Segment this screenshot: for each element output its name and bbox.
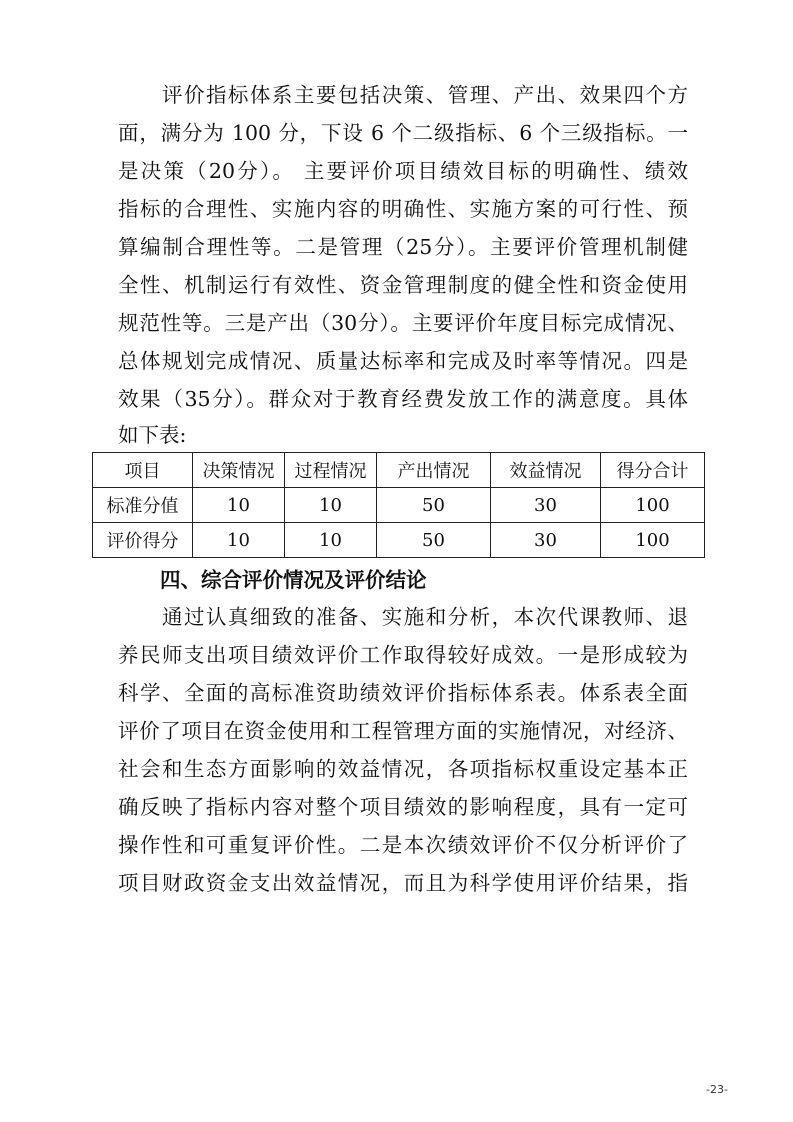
paragraph-line: 养民师支出项目绩效评价工作取得较好成效。一是形成较为	[118, 643, 688, 667]
paragraph-line: 评价指标体系主要包括决策、管理、产出、效果四个方	[162, 83, 688, 107]
table-header-cell: 效益情况	[491, 453, 601, 488]
paragraph-line: 面，满分为 100 分，下设 6 个二级指标、6 个三级指标。一	[118, 121, 688, 145]
table-cell: 10	[193, 523, 285, 558]
table-cell: 30	[491, 488, 601, 523]
table-header-cell: 决策情况	[193, 453, 285, 488]
paragraph-line: 是决策（20分）。 主要评价项目绩效目标的明确性、绩效	[118, 159, 688, 183]
paragraph-line: 通过认真细致的准备、实施和分析，本次代课教师、退	[162, 605, 688, 629]
paragraph-line: 效果（35分）。群众对于教育经费发放工作的满意度。具体	[118, 387, 688, 411]
table-header-cell: 得分合计	[601, 453, 705, 488]
paragraph-line: 总体规划完成情况、质量达标率和完成及时率等情况。四是	[118, 349, 688, 373]
paragraph-line: 算编制合理性等。二是管理（25分）。主要评价管理机制健	[118, 235, 688, 259]
table-row	[93, 488, 705, 523]
table-header-cell: 产出情况	[377, 453, 491, 488]
paragraph-line: 确反映了指标内容对整个项目绩效的影响程度，具有一定可	[118, 795, 688, 819]
table-cell: 100	[601, 523, 705, 558]
table-cell: 50	[377, 523, 491, 558]
paragraph-line: 评价了项目在资金使用和工程管理方面的实施情况，对经济、	[118, 719, 688, 743]
table-header-row	[93, 453, 705, 488]
paragraph-line: 项目财政资金支出效益情况，而且为科学使用评价结果，指	[118, 871, 688, 895]
paragraph-line: 指标的合理性、实施内容的明确性、实施方案的可行性、预	[118, 197, 688, 221]
paragraph-line: 社会和生态方面影响的效益情况，各项指标权重设定基本正	[118, 757, 688, 781]
paragraph-line: 科学、全面的高标准资助绩效评价指标体系表。体系表全面	[118, 681, 688, 705]
paragraph-line: 操作性和可重复评价性。二是本次绩效评价不仅分析评价了	[118, 833, 688, 857]
table-cell: 50	[377, 488, 491, 523]
paragraph-line: 全性、机制运行有效性、资金管理制度的健全性和资金使用	[118, 273, 688, 297]
table-cell: 100	[601, 488, 705, 523]
table-header-cell: 项目	[93, 453, 193, 488]
table-header-cell: 过程情况	[285, 453, 377, 488]
table-cell: 10	[285, 523, 377, 558]
table-cell: 30	[491, 523, 601, 558]
page-number: -23-	[706, 1083, 728, 1096]
table-cell: 标准分值	[93, 488, 193, 523]
table-row	[93, 523, 705, 558]
table-cell: 10	[193, 488, 285, 523]
score-table	[92, 452, 705, 558]
paragraph-line: 如下表:	[118, 423, 187, 447]
section-heading: 四、综合评价情况及评价结论	[160, 568, 427, 592]
paragraph-line: 规范性等。三是产出（30分）。主要评价年度目标完成情况、	[118, 311, 688, 335]
table-cell: 评价得分	[93, 523, 193, 558]
table-cell: 10	[285, 488, 377, 523]
